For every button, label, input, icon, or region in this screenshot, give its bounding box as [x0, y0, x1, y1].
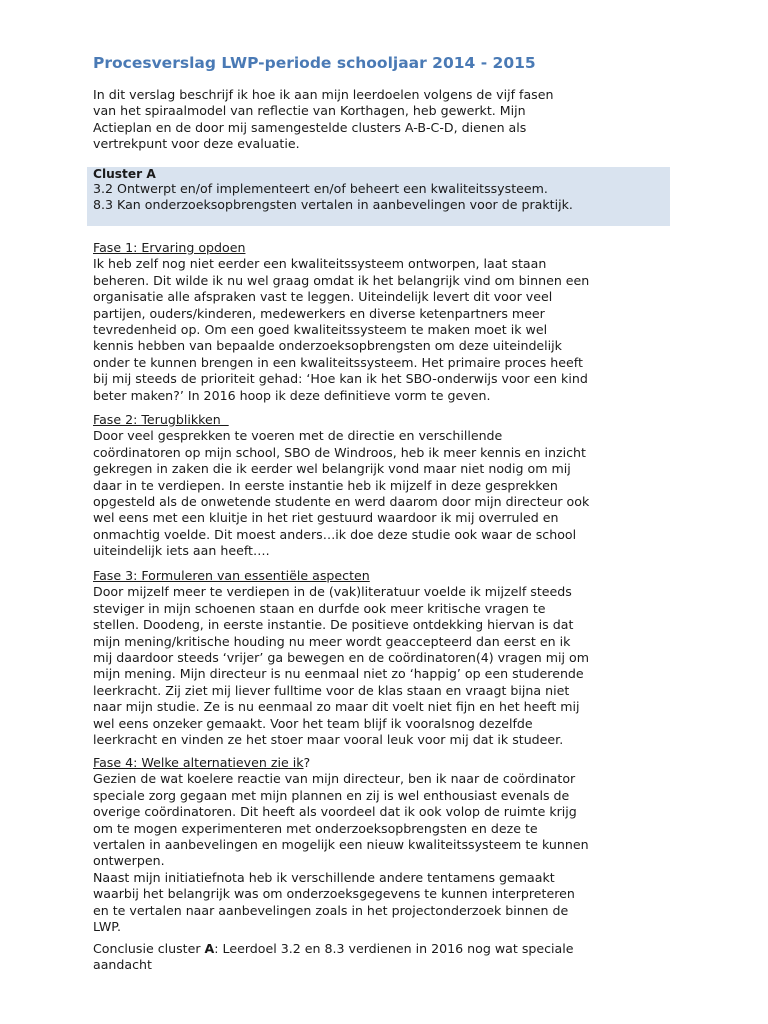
phase-line: Gezien de wat koelere reactie van mijn directeur, ben ik naar de coördinator: [93, 771, 576, 787]
phase-line: daar in te verdiepen. In eerste instantie heb ik mijzelf in deze gesprekken: [93, 477, 558, 493]
phase-line: en te vertalen naar aanbevelingen zoals in het projectonderzoek binnen de: [93, 902, 569, 918]
phase-heading-row: [93, 755, 589, 771]
phase-line: mijn mening. Mijn directeur is nu eenmaal niet zo ‘happig’ op een studerende: [93, 666, 584, 682]
phase-line: opgesteld als de onwetende studente en werd daarom door mijn directeur ook: [93, 494, 590, 510]
phase-line: stellen. Doodeng, in eerste instantie. De positieve ontdekking hiervan is dat: [93, 617, 574, 633]
intro-line: vertrekpunt voor deze evaluatie.: [93, 136, 300, 152]
phase-line: Door mijzelf meer te verdiepen in de (vak)literatuur voelde ik mijzelf steeds: [93, 584, 572, 600]
phase-line: om te mogen experimenteren met onderzoeksopbrengsten en deze te: [93, 820, 538, 836]
phase-line: Naast mijn initiatiefnota heb ik verschillende andere tentamens gemaakt: [93, 869, 555, 885]
document-title: Procesverslag LWP-periode schooljaar 2014 - 2015: [93, 54, 536, 72]
phase-heading: Fase 1: Ervaring opdoen: [93, 240, 246, 255]
phase-1-section: [93, 240, 589, 404]
intro-paragraph: [93, 87, 553, 153]
phase-line: tevredenheid op. Om een goed kwaliteitssysteem te maken moet ik wel: [93, 322, 548, 338]
conclusion-prefix: Conclusie cluster: [93, 941, 205, 956]
phase-line: mij daardoor steeds ‘vrijer’ ga bewegen en de coördinatoren(4) vragen mij om: [93, 650, 589, 666]
phase-line: ontwerpen.: [93, 853, 165, 869]
phase-heading: Fase 4: Welke alternatieven zie ik: [93, 755, 304, 770]
conclusion-paragraph: [93, 941, 574, 974]
phase-heading: Fase 2: Terugblikken: [93, 412, 229, 427]
phase-line: waarbij het belangrijk was om onderzoeksgegevens te kunnen interpreteren: [93, 886, 575, 902]
phase-line: coördinatoren op mijn school, SBO de Windroos, heb ik meer kennis en inzicht: [93, 444, 586, 460]
cluster-item: 8.3 Kan onderzoeksopbrengsten vertalen in aanbevelingen voor de praktijk.: [93, 197, 573, 213]
phase-line: onder te kunnen brengen in een kwaliteitssysteem. Het primaire proces heeft: [93, 354, 583, 370]
phase-line: Door veel gesprekken te voeren met de directie en verschillende: [93, 428, 503, 444]
cluster-a-box: [87, 167, 670, 226]
phase-line: beter maken?’ In 2016 hoop ik deze definitieve vorm te geven.: [93, 387, 491, 403]
phase-heading: Fase 3: Formuleren van essentiële aspecten: [93, 568, 370, 583]
intro-line: van het spiraalmodel van reflectie van Korthagen, heb gewerkt. Mijn: [93, 103, 526, 119]
phase-line: beheren. Dit wilde ik nu wel graag omdat ik het belangrijk vind om binnen een: [93, 272, 590, 288]
phase-line: gekregen in zaken die ik eerder wel belangrijk vond maar niet nodig om mij: [93, 461, 571, 477]
phase-line: mijn mening/kritische houding nu meer wordt geaccepteerd dan eerst en ik: [93, 633, 571, 649]
conclusion-rest: : Leerdoel 3.2 en 8.3 verdienen in 2016 nog wat speciale: [214, 941, 574, 956]
phase-4-section: [93, 755, 589, 935]
phase-heading-suffix: ?: [303, 755, 311, 770]
phase-line: partijen, ouders/kinderen, medewerkers en diverse ketenpartners meer: [93, 305, 545, 321]
phase-line: leerkracht. Zij ziet mij liever fulltime voor de klas staan en vraagt bijna niet: [93, 682, 570, 698]
phase-line: uiteindelijk iets aan heeft….: [93, 543, 270, 559]
phase-line: overige coördinatoren. Dit heeft als voordeel dat ik ook volop de ruimte krijg: [93, 804, 577, 820]
phase-line: steviger in mijn schoenen staan en durfde ook meer kritische vragen te: [93, 600, 546, 616]
phase-2-section: [93, 412, 589, 560]
phase-line: naar mijn studie. Ze is nu eenmaal zo maar dit voelt niet fijn en het heeft mij: [93, 699, 580, 715]
phase-line: leerkracht en vinden ze het stoer maar vooral leuk voor mij dat ik studeer.: [93, 732, 564, 748]
phase-line: kennis hebben van bepaalde onderzoeksopbrengsten om deze uiteindelijk: [93, 338, 562, 354]
cluster-item: 3.2 Ontwerpt en/of implementeert en/of beheert een kwaliteitssysteem.: [93, 181, 548, 196]
phase-line: LWP.: [93, 919, 121, 935]
cluster-heading: Cluster A: [93, 167, 156, 181]
conclusion-cluster-letter: A: [204, 941, 215, 956]
conclusion-line: [93, 941, 574, 957]
phase-line: speciale zorg gegaan met mijn plannen en zij is wel enthousiast evenals de: [93, 787, 570, 803]
phase-3-section: [93, 568, 589, 748]
phase-line: organisatie alle afspraken vast te leggen. Uiteindelijk levert dit voor veel: [93, 289, 553, 305]
conclusion-line-2: aandacht: [93, 957, 152, 973]
phase-line: Ik heb zelf nog niet eerder een kwaliteitssysteem ontworpen, laat staan: [93, 256, 547, 272]
intro-line: In dit verslag beschrijf ik hoe ik aan mijn leerdoelen volgens de vijf fasen: [93, 87, 554, 102]
phase-line: vertalen in aanbevelingen en mogelijk een nieuw kwaliteitssysteem te kunnen: [93, 837, 589, 853]
phase-line: onmachtig voelde. Dit moest anders…ik doe deze studie ook waar de school: [93, 526, 577, 542]
phase-line: wel eens met een kluitje in het riet gestuurd waardoor ik mij overruled en: [93, 510, 559, 526]
phase-line: bij mij steeds de prioriteit gehad: ‘Hoe kan ik het SBO-onderwijs voor een kind: [93, 371, 588, 387]
phase-line: wel eens onzeker gemaakt. Voor het team blijf ik vooralsnog dezelfde: [93, 715, 533, 731]
intro-line: Actieplan en de door mij samengestelde clusters A-B-C-D, dienen als: [93, 119, 527, 135]
